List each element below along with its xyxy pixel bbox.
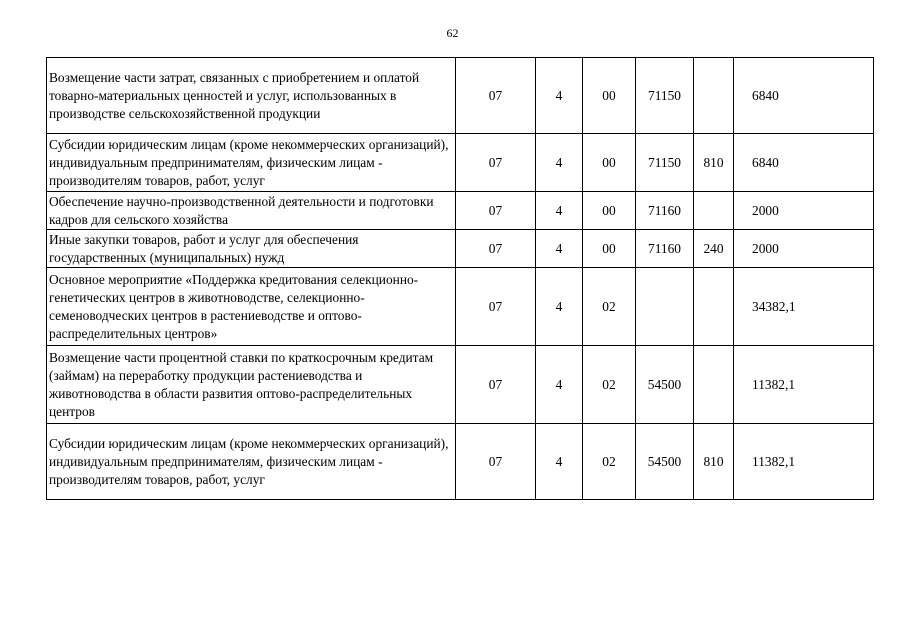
table-row bbox=[47, 230, 874, 268]
program-code: 4 bbox=[536, 134, 583, 192]
target-item-code: 54500 bbox=[636, 346, 694, 424]
subprogram-code: 02 bbox=[583, 424, 636, 500]
subprogram-code: 00 bbox=[583, 58, 636, 134]
target-item-code: 71160 bbox=[636, 192, 694, 230]
target-item-code bbox=[636, 268, 694, 346]
expense-type-code: 240 bbox=[694, 230, 734, 268]
target-item-code: 54500 bbox=[636, 424, 694, 500]
table-row bbox=[47, 192, 874, 230]
table-row bbox=[47, 424, 874, 500]
expense-type-code bbox=[694, 58, 734, 134]
amount: 2000 bbox=[734, 192, 874, 230]
row-description: Иные закупки товаров, работ и услуг для обеспечения государственных (муниципальных) нужд bbox=[47, 230, 456, 268]
amount: 11382,1 bbox=[734, 346, 874, 424]
subprogram-code: 02 bbox=[583, 268, 636, 346]
section-code: 07 bbox=[456, 134, 536, 192]
program-code: 4 bbox=[536, 346, 583, 424]
row-description: Основное мероприятие «Поддержка кредитования селекционно-генетических центров в животноводстве, селекционно-семеноводческих центров в растениеводстве и оптово-распределительных центров» bbox=[47, 268, 456, 346]
section-code: 07 bbox=[456, 58, 536, 134]
subprogram-code: 00 bbox=[583, 192, 636, 230]
section-code: 07 bbox=[456, 192, 536, 230]
amount: 6840 bbox=[734, 58, 874, 134]
target-item-code: 71150 bbox=[636, 134, 694, 192]
row-description: Возмещение части процентной ставки по краткосрочным кредитам (займам) на переработку продукции растениеводства и животноводства в области развития оптово-распределительных центров bbox=[47, 346, 456, 424]
subprogram-code: 02 bbox=[583, 346, 636, 424]
expense-type-code bbox=[694, 192, 734, 230]
expense-type-code bbox=[694, 268, 734, 346]
section-code: 07 bbox=[456, 346, 536, 424]
program-code: 4 bbox=[536, 58, 583, 134]
table-row bbox=[47, 134, 874, 192]
target-item-code: 71160 bbox=[636, 230, 694, 268]
row-description: Обеспечение научно-производственной деятельности и подготовки кадров для сельского хозяйства bbox=[47, 192, 456, 230]
section-code: 07 bbox=[456, 230, 536, 268]
table-row bbox=[47, 268, 874, 346]
row-description: Субсидии юридическим лицам (кроме некоммерческих организаций), индивидуальным предпринимателям, физическим лицам - производителям товаров, работ, услуг bbox=[47, 424, 456, 500]
program-code: 4 bbox=[536, 268, 583, 346]
amount: 11382,1 bbox=[734, 424, 874, 500]
program-code: 4 bbox=[536, 192, 583, 230]
row-description: Субсидии юридическим лицам (кроме некоммерческих организаций), индивидуальным предпринимателям, физическим лицам - производителям товаров, работ, услуг bbox=[47, 134, 456, 192]
subprogram-code: 00 bbox=[583, 134, 636, 192]
section-code: 07 bbox=[456, 268, 536, 346]
amount: 2000 bbox=[734, 230, 874, 268]
expense-type-code: 810 bbox=[694, 424, 734, 500]
row-description: Возмещение части затрат, связанных с приобретением и оплатой товарно-материальных ценностей и услуг, использованных в производстве сельскохозяйственной продукции bbox=[47, 58, 456, 134]
target-item-code: 71150 bbox=[636, 58, 694, 134]
section-code: 07 bbox=[456, 424, 536, 500]
program-code: 4 bbox=[536, 230, 583, 268]
expense-type-code bbox=[694, 346, 734, 424]
amount: 34382,1 bbox=[734, 268, 874, 346]
program-code: 4 bbox=[536, 424, 583, 500]
page-number: 62 bbox=[446, 26, 459, 40]
subprogram-code: 00 bbox=[583, 230, 636, 268]
table-row bbox=[47, 346, 874, 424]
budget-table bbox=[46, 57, 874, 500]
amount: 6840 bbox=[734, 134, 874, 192]
table-row bbox=[47, 58, 874, 134]
expense-type-code: 810 bbox=[694, 134, 734, 192]
